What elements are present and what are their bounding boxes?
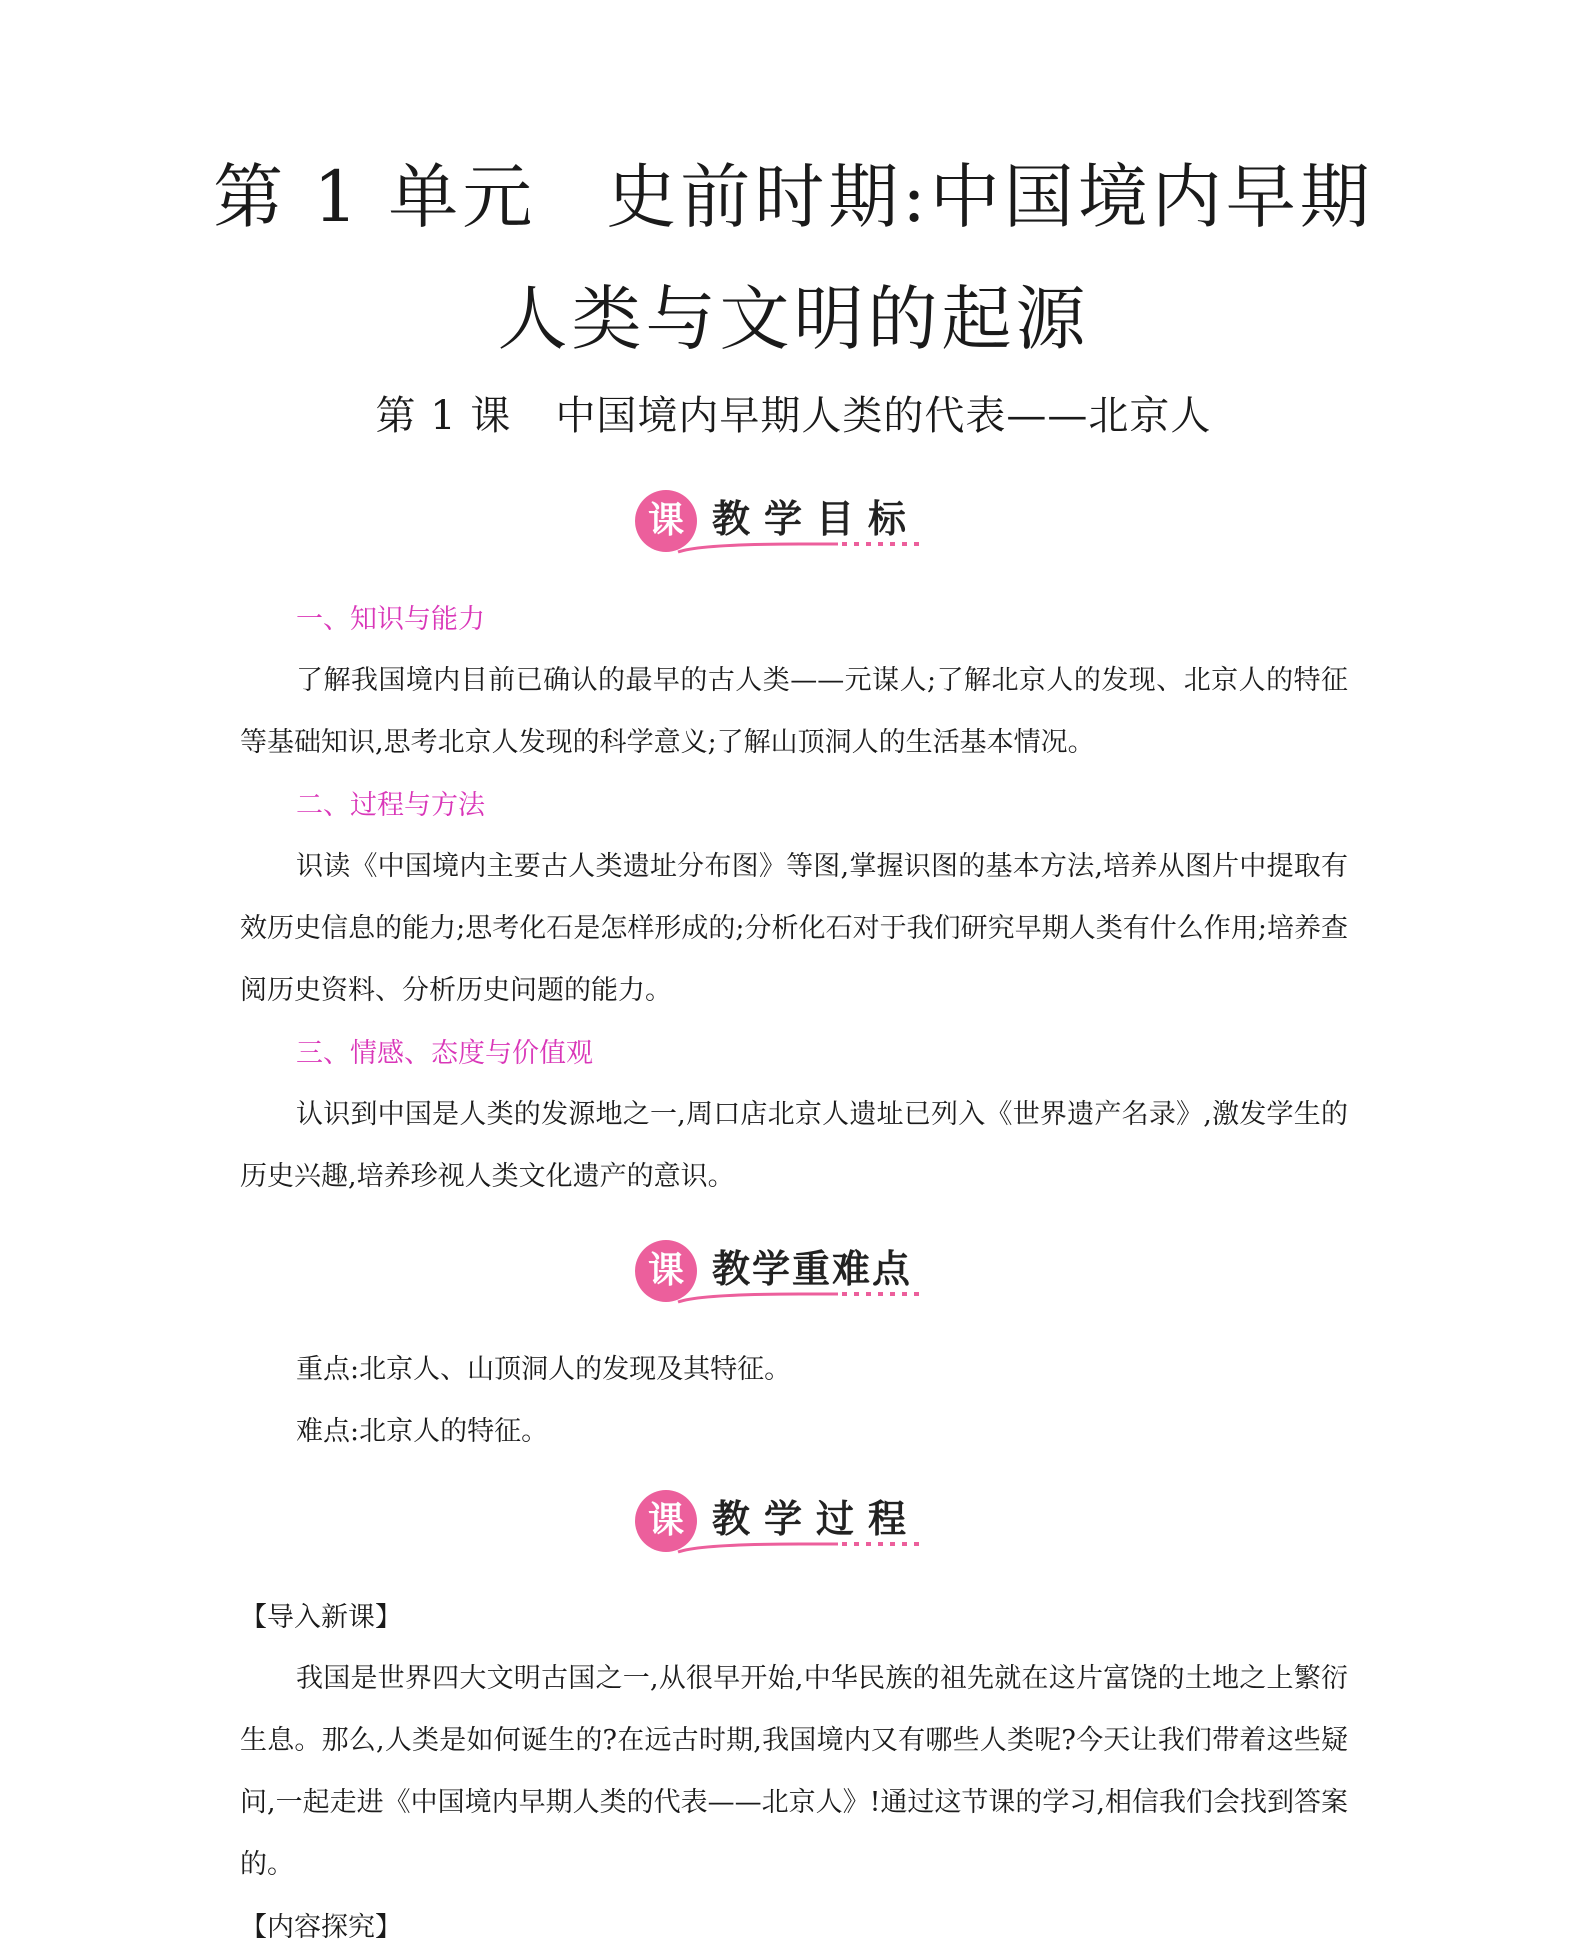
key-point-text: 重点:北京人、山顶洞人的发现及其特征。 (296, 1354, 792, 1385)
section-header-process (630, 1490, 950, 1574)
paragraph-knowledge: 了解我国境内目前已确认的最早的古人类——元谋人;了解北京人的发现、北京人的特征等基础知识,思考北京人发现的科学意义;了解山顶洞人的生活基本情况。 (240, 665, 1348, 758)
paragraph-intro: 我国是世界四大文明古国之一,从很早开始,中华民族的祖先就在这片富饶的土地之上繁衍生息。那么,人类是如何诞生的?在远古时期,我国境内又有哪些人类呢?今天让我们带着这些疑问,一起走进《中国境内早期人类的代表——北京人》!通过这节课的学习,相信我们会找到答案的。 (240, 1663, 1349, 1880)
section-title: 教学目标 (712, 497, 921, 541)
paragraph-process-method: 识读《中国境内主要古人类遗址分布图》等图,掌握识图的基本方法,培养从图片中提取有效历史信息的能力;思考化石是怎样形成的;分析化石对于我们研究早期人类有什么作用;培养查阅历史资料、分析历史问题的能力。 (240, 851, 1348, 1006)
unit-title-line-1 (0, 156, 1587, 238)
unit-number: 第 1 单元 (213, 156, 537, 238)
lesson-badge-icon: 课 (635, 490, 697, 552)
subheading-values: 三、情感、态度与价值观 (296, 1038, 593, 1069)
lesson-number: 第 1 课 (375, 393, 512, 439)
section-header-key-points (630, 1240, 950, 1324)
difficult-point-text: 难点:北京人的特征。 (296, 1416, 549, 1447)
explore-label: 【内容探究】 (240, 1912, 402, 1943)
subheading-process-method: 二、过程与方法 (296, 790, 485, 821)
section-title: 教学过程 (712, 1497, 921, 1541)
section-title: 教学重难点 (712, 1247, 913, 1291)
section-header-objectives (630, 490, 950, 574)
lesson-name: 中国境内早期人类的代表——北京人 (555, 393, 1212, 439)
lesson-title (0, 393, 1587, 439)
unit-subtitle: 史前时期:中国境内早期 (606, 156, 1374, 238)
lesson-badge-icon: 课 (635, 1490, 697, 1552)
lesson-badge-icon: 课 (635, 1240, 697, 1302)
paragraph-values: 认识到中国是人类的发源地之一,周口店北京人遗址已列入《世界遗产名录》,激发学生的历史兴趣,培养珍视人类文化遗产的意识。 (240, 1099, 1348, 1192)
subheading-knowledge: 一、知识与能力 (296, 604, 485, 635)
intro-label: 【导入新课】 (240, 1602, 402, 1633)
unit-title-line-2: 人类与文明的起源 (497, 278, 1090, 360)
